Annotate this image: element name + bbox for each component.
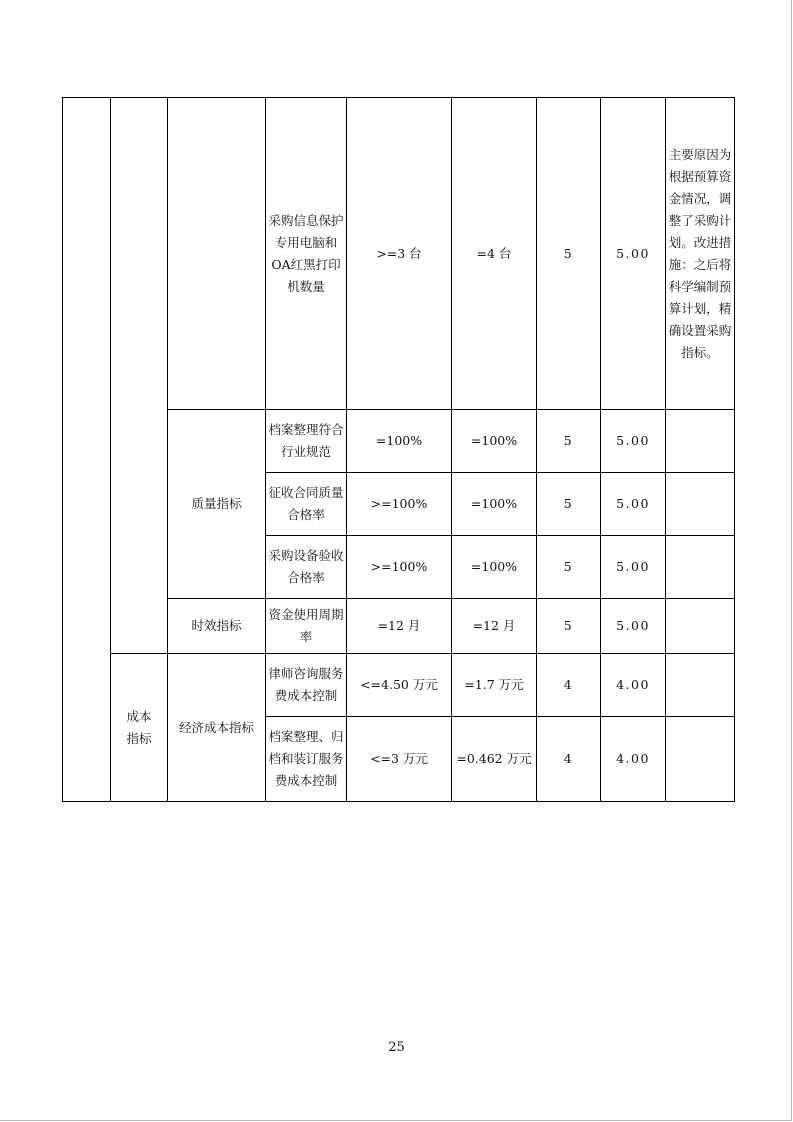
table-row (63, 654, 735, 717)
indicator-name-cell: 档案整理符合行业规范 (266, 410, 347, 473)
deviation-note-cell: 主要原因为根据预算资金情况，调整了采购计划。改进措施：之后将科学编制预算计划，精确设置采购指标。 (666, 98, 735, 410)
actual-value-cell: =100% (452, 473, 537, 536)
score-cell: 5.00 (601, 536, 666, 599)
deviation-note-cell (666, 654, 735, 717)
indicator-name-cell: 采购信息保护专用电脑和OA红黑打印机数量 (266, 98, 347, 410)
score-cell: 5.00 (601, 410, 666, 473)
level2-indicator-cell (111, 98, 168, 654)
indicator-name-cell: 律师咨询服务费成本控制 (266, 654, 347, 717)
level2-indicator-cell: 成本指标 (111, 654, 168, 802)
weight-cell: 5 (537, 410, 601, 473)
deviation-note-cell (666, 410, 735, 473)
deviation-note-cell (666, 599, 735, 654)
actual-value-cell: =1.7 万元 (452, 654, 537, 717)
indicator-name-cell: 档案整理、归档和装订服务费成本控制 (266, 717, 347, 802)
target-value-cell: >=100% (347, 536, 452, 599)
level1-indicator-cell (63, 98, 111, 802)
target-value-cell: >=3 台 (347, 98, 452, 410)
score-cell: 4.00 (601, 654, 666, 717)
score-cell: 4.00 (601, 717, 666, 802)
table-row (63, 98, 735, 410)
deviation-note-cell (666, 536, 735, 599)
level3-indicator-cell: 质量指标 (168, 410, 266, 599)
indicator-name-cell: 资金使用周期率 (266, 599, 347, 654)
deviation-note-cell (666, 717, 735, 802)
target-value-cell: =100% (347, 410, 452, 473)
performance-indicator-table (62, 97, 735, 802)
indicator-name-cell: 采购设备验收合格率 (266, 536, 347, 599)
score-cell: 5.00 (601, 473, 666, 536)
actual-value-cell: =0.462 万元 (452, 717, 537, 802)
target-value-cell: >=100% (347, 473, 452, 536)
target-value-cell: =12 月 (347, 599, 452, 654)
actual-value-cell: =100% (452, 410, 537, 473)
actual-value-cell: =12 月 (452, 599, 537, 654)
deviation-note-cell (666, 473, 735, 536)
score-cell: 5.00 (601, 98, 666, 410)
level3-indicator-cell: 时效指标 (168, 599, 266, 654)
weight-cell: 5 (537, 473, 601, 536)
level3-indicator-cell: 经济成本指标 (168, 654, 266, 802)
actual-value-cell: =4 台 (452, 98, 537, 410)
weight-cell: 4 (537, 654, 601, 717)
level3-indicator-cell (168, 98, 266, 410)
target-value-cell: <=4.50 万元 (347, 654, 452, 717)
score-cell: 5.00 (601, 599, 666, 654)
weight-cell: 5 (537, 536, 601, 599)
weight-cell: 5 (537, 599, 601, 654)
page-number: 25 (388, 1040, 405, 1055)
weight-cell: 4 (537, 717, 601, 802)
actual-value-cell: =100% (452, 536, 537, 599)
indicator-name-cell: 征收合同质量合格率 (266, 473, 347, 536)
weight-cell: 5 (537, 98, 601, 410)
target-value-cell: <=3 万元 (347, 717, 452, 802)
